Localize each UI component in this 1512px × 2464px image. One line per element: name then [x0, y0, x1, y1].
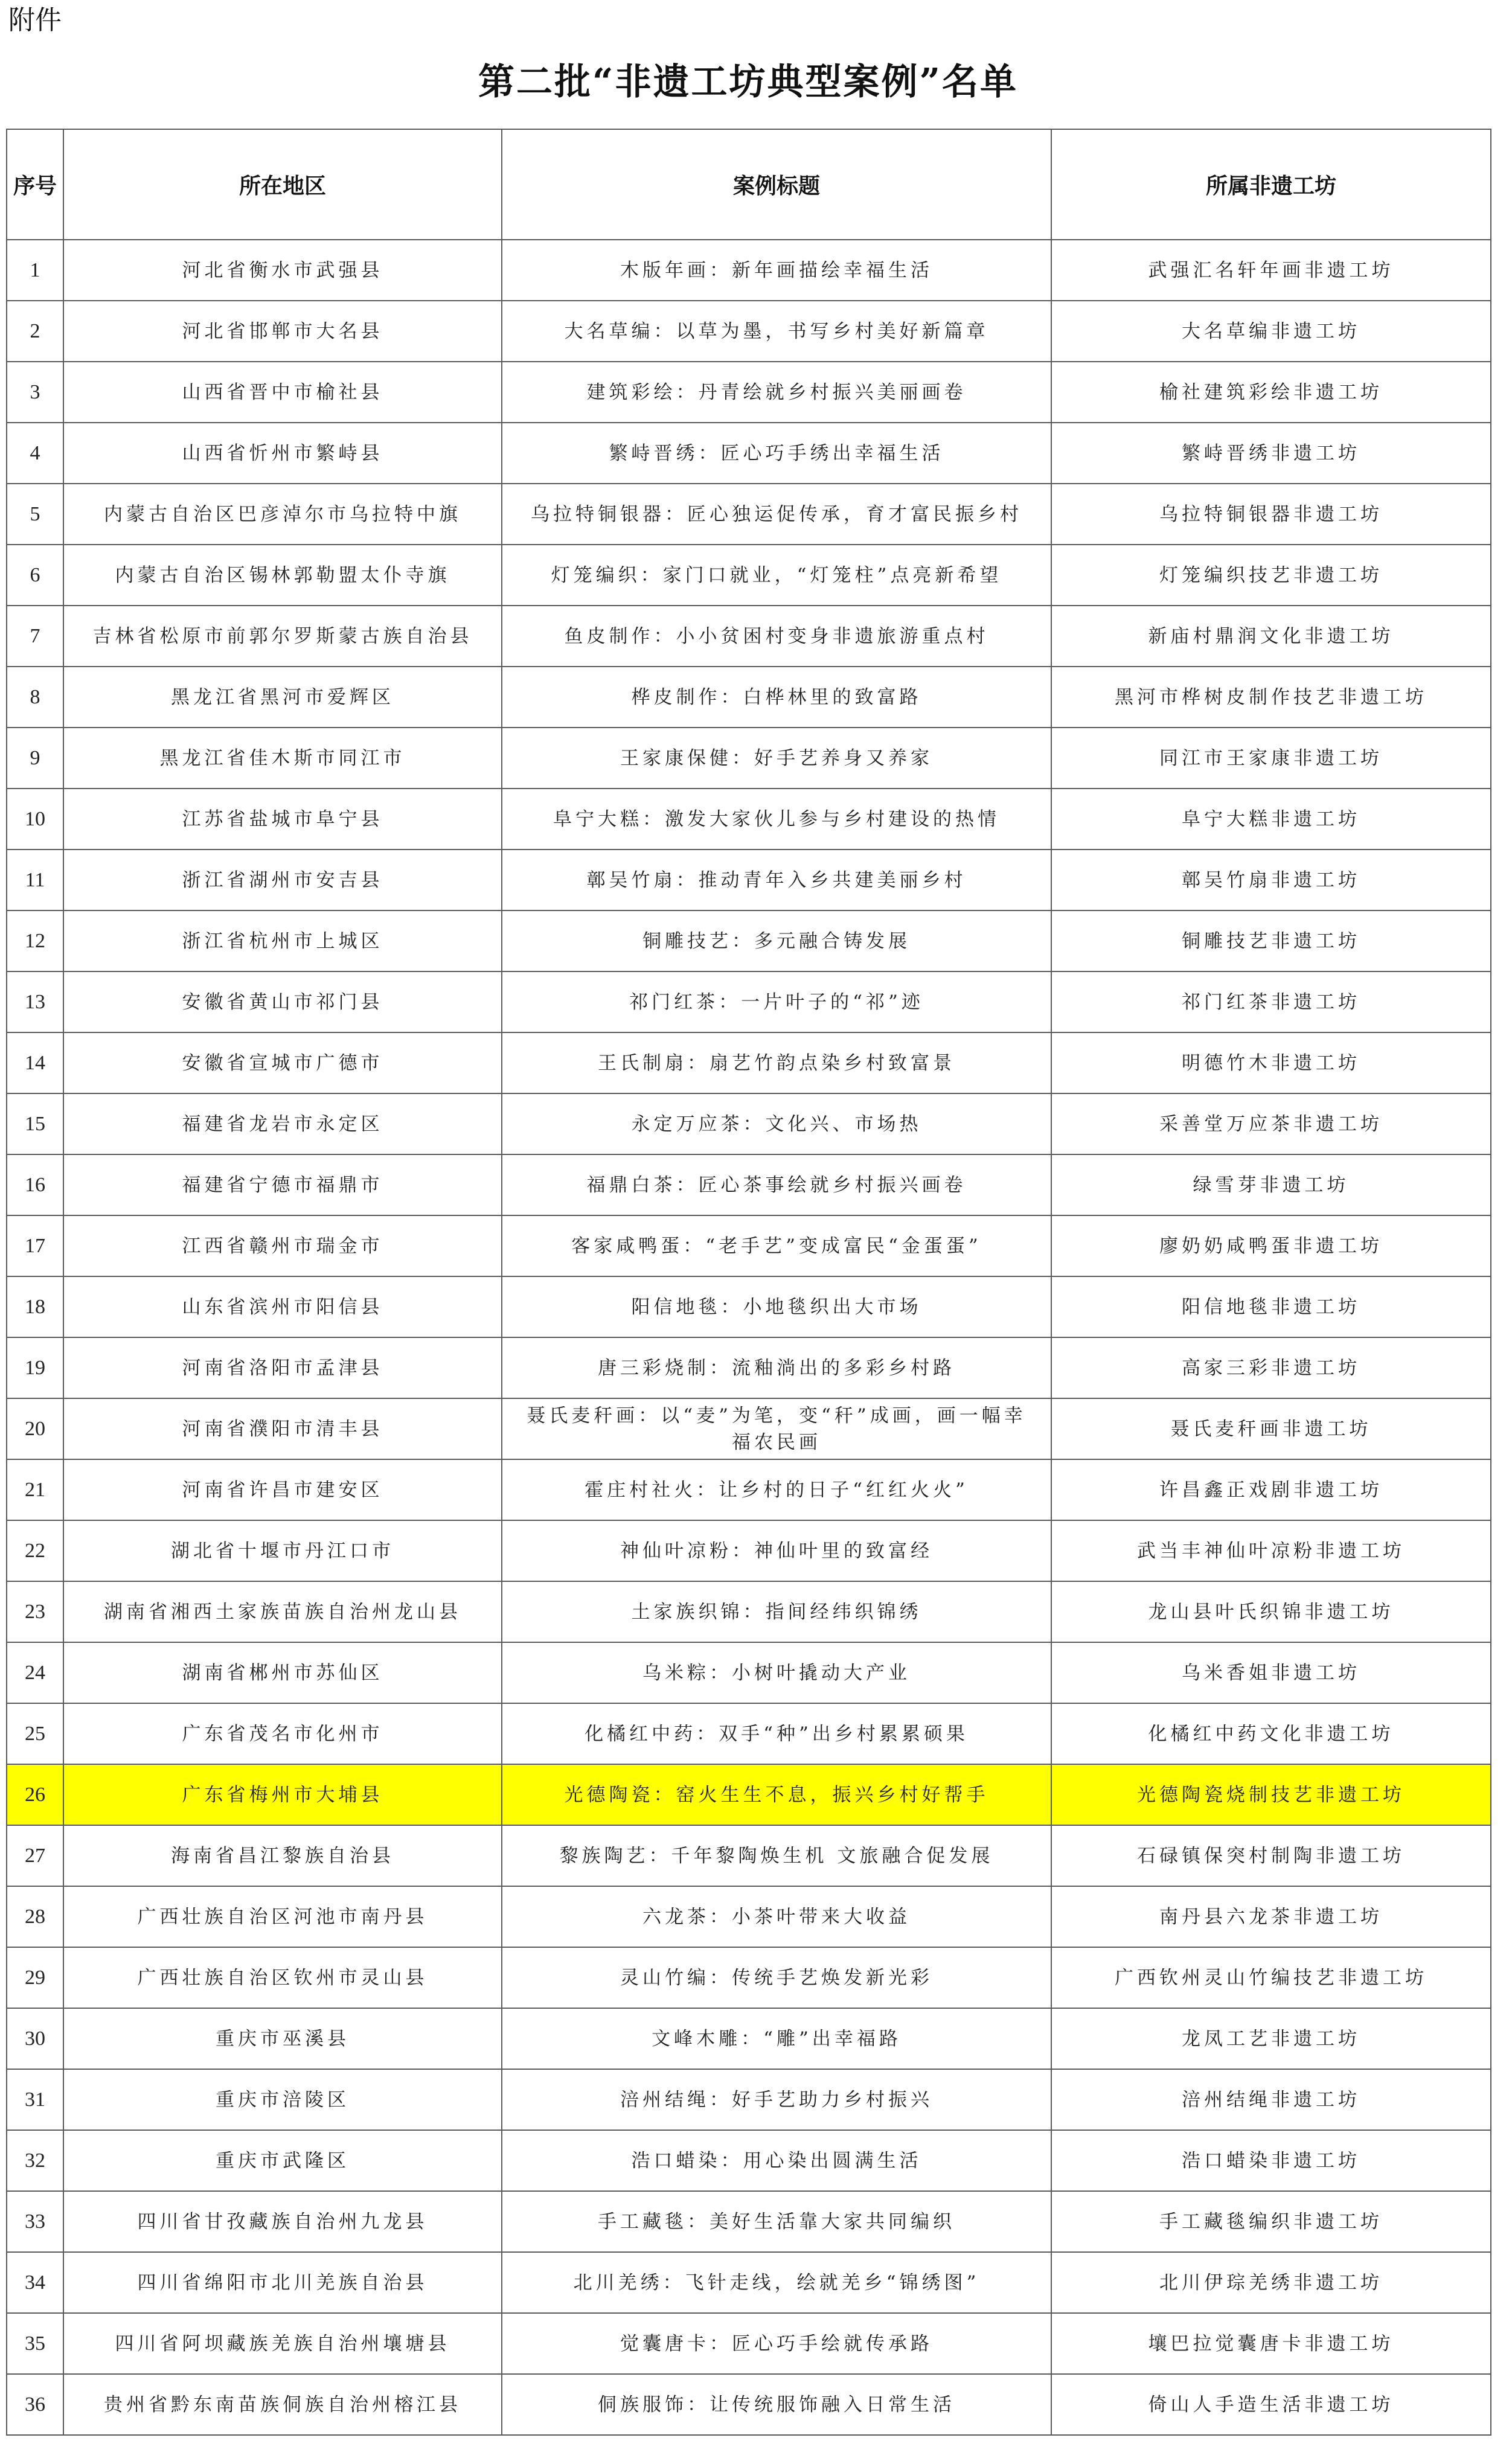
region-cell: 浙江省杭州市上城区	[63, 910, 502, 971]
table-row	[7, 606, 1491, 667]
table-row	[7, 971, 1491, 1032]
workshop-cell: 浩口蜡染非遗工坊	[1051, 2130, 1491, 2191]
attachment-label: 附件	[8, 5, 62, 36]
workshop-cell: 广西钦州灵山竹编技艺非遗工坊	[1051, 1947, 1491, 2008]
region-cell: 内蒙古自治区锡林郭勒盟太仆寺旗	[63, 545, 502, 606]
row-number-cell: 4	[7, 423, 63, 484]
case-title-cell: 大名草编：以草为墨，书写乡村美好新篇章	[502, 301, 1051, 362]
workshop-cell: 乌拉特铜银器非遗工坊	[1051, 484, 1491, 545]
workshop-cell: 采善堂万应茶非遗工坊	[1051, 1093, 1491, 1154]
workshop-cell: 榆社建筑彩绘非遗工坊	[1051, 362, 1491, 423]
region-cell: 山东省滨州市阳信县	[63, 1276, 502, 1337]
row-number-cell: 30	[7, 2008, 63, 2069]
workshop-cell: 阳信地毯非遗工坊	[1051, 1276, 1491, 1337]
workshop-cell: 廖奶奶咸鸭蛋非遗工坊	[1051, 1215, 1491, 1276]
workshop-cell: 龙山县叶氏织锦非遗工坊	[1051, 1581, 1491, 1642]
row-number-cell: 20	[7, 1398, 63, 1459]
row-number-cell: 29	[7, 1947, 63, 2008]
page-title: 第二批“非遗工坊典型案例”名单	[478, 61, 1019, 103]
case-title-cell: 聂氏麦秆画：以“麦”为笔，变“秆”成画，画一幅幸福农民画	[502, 1398, 1051, 1459]
workshop-cell: 大名草编非遗工坊	[1051, 301, 1491, 362]
case-title-cell: 建筑彩绘：丹青绘就乡村振兴美丽画卷	[502, 362, 1051, 423]
table-row	[7, 484, 1491, 545]
header-serial-number: 序号	[7, 129, 63, 240]
table-row	[7, 850, 1491, 910]
case-title-cell: 木版年画：新年画描绘幸福生活	[502, 240, 1051, 301]
header-workshop: 所属非遗工坊	[1051, 129, 1491, 240]
case-title-cell: 六龙茶：小茶叶带来大收益	[502, 1886, 1051, 1947]
workshop-cell: 光德陶瓷烧制技艺非遗工坊	[1051, 1764, 1491, 1825]
region-cell: 四川省甘孜藏族自治州九龙县	[63, 2191, 502, 2252]
table-row	[7, 1581, 1491, 1642]
table-row	[7, 362, 1491, 423]
workshop-cell: 明德竹木非遗工坊	[1051, 1032, 1491, 1093]
region-cell: 黑龙江省佳木斯市同江市	[63, 728, 502, 789]
table-row	[7, 1398, 1491, 1459]
table-row-highlighted	[7, 1764, 1491, 1825]
row-number-cell: 6	[7, 545, 63, 606]
row-number-cell: 8	[7, 667, 63, 728]
row-number-cell: 24	[7, 1642, 63, 1703]
row-number-cell: 14	[7, 1032, 63, 1093]
row-number-cell: 12	[7, 910, 63, 971]
region-cell: 山西省忻州市繁峙县	[63, 423, 502, 484]
workshop-cell: 黑河市桦树皮制作技艺非遗工坊	[1051, 667, 1491, 728]
table-row	[7, 1520, 1491, 1581]
workshop-cell: 北川伊琮羌绣非遗工坊	[1051, 2252, 1491, 2313]
case-title-cell: 涪州结绳：好手艺助力乡村振兴	[502, 2069, 1051, 2130]
workshop-cell: 祁门红茶非遗工坊	[1051, 971, 1491, 1032]
table-row	[7, 423, 1491, 484]
row-number-cell: 13	[7, 971, 63, 1032]
table-row	[7, 728, 1491, 789]
case-title-cell: 黎族陶艺：千年黎陶焕生机 文旅融合促发展	[502, 1825, 1051, 1886]
case-title-cell: 乌米粽：小树叶撬动大产业	[502, 1642, 1051, 1703]
row-number-cell: 9	[7, 728, 63, 789]
workshop-cell: 灯笼编织技艺非遗工坊	[1051, 545, 1491, 606]
region-cell: 安徽省黄山市祁门县	[63, 971, 502, 1032]
row-number-cell: 11	[7, 850, 63, 910]
row-number-cell: 1	[7, 240, 63, 301]
workshop-cell: 阜宁大糕非遗工坊	[1051, 789, 1491, 850]
table-row	[7, 789, 1491, 850]
case-title-cell: 唐三彩烧制：流釉淌出的多彩乡村路	[502, 1337, 1051, 1398]
region-cell: 重庆市涪陵区	[63, 2069, 502, 2130]
region-cell: 河北省衡水市武强县	[63, 240, 502, 301]
case-title-cell: 鄣吴竹扇：推动青年入乡共建美丽乡村	[502, 850, 1051, 910]
region-cell: 福建省宁德市福鼎市	[63, 1154, 502, 1215]
table-header	[7, 129, 1491, 240]
region-cell: 湖南省湘西土家族苗族自治州龙山县	[63, 1581, 502, 1642]
region-cell: 浙江省湖州市安吉县	[63, 850, 502, 910]
row-number-cell: 2	[7, 301, 63, 362]
row-number-cell: 31	[7, 2069, 63, 2130]
case-title-cell: 化橘红中药：双手“种”出乡村累累硕果	[502, 1703, 1051, 1764]
case-title-cell: 阳信地毯：小地毯织出大市场	[502, 1276, 1051, 1337]
case-list-table	[6, 129, 1491, 2436]
table-row	[7, 1459, 1491, 1520]
region-cell: 河南省洛阳市孟津县	[63, 1337, 502, 1398]
region-cell: 重庆市巫溪县	[63, 2008, 502, 2069]
region-cell: 江西省赣州市瑞金市	[63, 1215, 502, 1276]
table-row	[7, 1886, 1491, 1947]
workshop-cell: 高家三彩非遗工坊	[1051, 1337, 1491, 1398]
table-row	[7, 2374, 1491, 2435]
table-row	[7, 1642, 1491, 1703]
table-row	[7, 910, 1491, 971]
table-row	[7, 2191, 1491, 2252]
row-number-cell: 27	[7, 1825, 63, 1886]
workshop-cell: 南丹县六龙茶非遗工坊	[1051, 1886, 1491, 1947]
region-cell: 河北省邯郸市大名县	[63, 301, 502, 362]
row-number-cell: 21	[7, 1459, 63, 1520]
table-row	[7, 1337, 1491, 1398]
case-title-cell: 侗族服饰：让传统服饰融入日常生活	[502, 2374, 1051, 2435]
case-title-cell: 铜雕技艺：多元融合铸发展	[502, 910, 1051, 971]
case-title-cell: 福鼎白茶：匠心茶事绘就乡村振兴画卷	[502, 1154, 1051, 1215]
case-title-cell: 灯笼编织：家门口就业，“灯笼柱”点亮新希望	[502, 545, 1051, 606]
case-title-cell: 浩口蜡染：用心染出圆满生活	[502, 2130, 1051, 2191]
row-number-cell: 25	[7, 1703, 63, 1764]
case-title-cell: 手工藏毯：美好生活靠大家共同编织	[502, 2191, 1051, 2252]
table-row	[7, 1215, 1491, 1276]
table-row	[7, 2069, 1491, 2130]
case-title-cell: 神仙叶凉粉：神仙叶里的致富经	[502, 1520, 1051, 1581]
table-row	[7, 2130, 1491, 2191]
case-title-cell: 阜宁大糕：激发大家伙儿参与乡村建设的热情	[502, 789, 1051, 850]
workshop-cell: 绿雪芽非遗工坊	[1051, 1154, 1491, 1215]
region-cell: 福建省龙岩市永定区	[63, 1093, 502, 1154]
table-row	[7, 1276, 1491, 1337]
region-cell: 山西省晋中市榆社县	[63, 362, 502, 423]
case-title-cell: 祁门红茶：一片叶子的“祁”迹	[502, 971, 1051, 1032]
row-number-cell: 34	[7, 2252, 63, 2313]
header-row	[7, 129, 1491, 240]
table-row	[7, 2313, 1491, 2374]
row-number-cell: 19	[7, 1337, 63, 1398]
workshop-cell: 涪州结绳非遗工坊	[1051, 2069, 1491, 2130]
case-title-cell: 土家族织锦：指间经纬织锦绣	[502, 1581, 1051, 1642]
workshop-cell: 许昌鑫正戏剧非遗工坊	[1051, 1459, 1491, 1520]
case-title-cell: 鱼皮制作：小小贫困村变身非遗旅游重点村	[502, 606, 1051, 667]
region-cell: 广东省茂名市化州市	[63, 1703, 502, 1764]
row-number-cell: 18	[7, 1276, 63, 1337]
row-number-cell: 5	[7, 484, 63, 545]
region-cell: 黑龙江省黑河市爱辉区	[63, 667, 502, 728]
row-number-cell: 26	[7, 1764, 63, 1825]
case-title-cell: 王氏制扇：扇艺竹韵点染乡村致富景	[502, 1032, 1051, 1093]
row-number-cell: 7	[7, 606, 63, 667]
region-cell: 四川省绵阳市北川羌族自治县	[63, 2252, 502, 2313]
region-cell: 广西壮族自治区钦州市灵山县	[63, 1947, 502, 2008]
header-case-title: 案例标题	[502, 129, 1051, 240]
table-row	[7, 1703, 1491, 1764]
case-title-cell: 霍庄村社火：让乡村的日子“红红火火”	[502, 1459, 1051, 1520]
workshop-cell: 乌米香姐非遗工坊	[1051, 1642, 1491, 1703]
case-title-cell: 客家咸鸭蛋：“老手艺”变成富民“金蛋蛋”	[502, 1215, 1051, 1276]
workshop-cell: 同江市王家康非遗工坊	[1051, 728, 1491, 789]
row-number-cell: 16	[7, 1154, 63, 1215]
region-cell: 四川省阿坝藏族羌族自治州壤塘县	[63, 2313, 502, 2374]
region-cell: 江苏省盐城市阜宁县	[63, 789, 502, 850]
table-body	[7, 240, 1491, 2435]
row-number-cell: 22	[7, 1520, 63, 1581]
table-row	[7, 1032, 1491, 1093]
table-row	[7, 1947, 1491, 2008]
table-row	[7, 2008, 1491, 2069]
workshop-cell: 化橘红中药文化非遗工坊	[1051, 1703, 1491, 1764]
row-number-cell: 23	[7, 1581, 63, 1642]
region-cell: 广西壮族自治区河池市南丹县	[63, 1886, 502, 1947]
region-cell: 海南省昌江黎族自治县	[63, 1825, 502, 1886]
row-number-cell: 17	[7, 1215, 63, 1276]
workshop-cell: 铜雕技艺非遗工坊	[1051, 910, 1491, 971]
region-cell: 广东省梅州市大埔县	[63, 1764, 502, 1825]
workshop-cell: 武当丰神仙叶凉粉非遗工坊	[1051, 1520, 1491, 1581]
region-cell: 贵州省黔东南苗族侗族自治州榕江县	[63, 2374, 502, 2435]
region-cell: 重庆市武隆区	[63, 2130, 502, 2191]
case-title-cell: 光德陶瓷：窑火生生不息，振兴乡村好帮手	[502, 1764, 1051, 1825]
workshop-cell: 鄣吴竹扇非遗工坊	[1051, 850, 1491, 910]
row-number-cell: 33	[7, 2191, 63, 2252]
case-title-cell: 灵山竹编：传统手艺焕发新光彩	[502, 1947, 1051, 2008]
table-row	[7, 545, 1491, 606]
workshop-cell: 新庙村鼎润文化非遗工坊	[1051, 606, 1491, 667]
workshop-cell: 龙凤工艺非遗工坊	[1051, 2008, 1491, 2069]
region-cell: 安徽省宣城市广德市	[63, 1032, 502, 1093]
workshop-cell: 武强汇名轩年画非遗工坊	[1051, 240, 1491, 301]
row-number-cell: 10	[7, 789, 63, 850]
table-row	[7, 2252, 1491, 2313]
workshop-cell: 繁峙晋绣非遗工坊	[1051, 423, 1491, 484]
case-title-cell: 繁峙晋绣：匠心巧手绣出幸福生活	[502, 423, 1051, 484]
region-cell: 吉林省松原市前郭尔罗斯蒙古族自治县	[63, 606, 502, 667]
case-title-cell: 文峰木雕：“雕”出幸福路	[502, 2008, 1051, 2069]
case-title-cell: 桦皮制作：白桦林里的致富路	[502, 667, 1051, 728]
region-cell: 湖南省郴州市苏仙区	[63, 1642, 502, 1703]
table-row	[7, 667, 1491, 728]
table-row	[7, 301, 1491, 362]
case-title-cell: 王家康保健：好手艺养身又养家	[502, 728, 1051, 789]
row-number-cell: 3	[7, 362, 63, 423]
workshop-cell: 聂氏麦秆画非遗工坊	[1051, 1398, 1491, 1459]
row-number-cell: 28	[7, 1886, 63, 1947]
row-number-cell: 15	[7, 1093, 63, 1154]
region-cell: 内蒙古自治区巴彦淖尔市乌拉特中旗	[63, 484, 502, 545]
row-number-cell: 36	[7, 2374, 63, 2435]
case-title-cell: 永定万应茶：文化兴、市场热	[502, 1093, 1051, 1154]
case-title-cell: 乌拉特铜银器：匠心独运促传承，育才富民振乡村	[502, 484, 1051, 545]
region-cell: 河南省许昌市建安区	[63, 1459, 502, 1520]
case-title-cell: 觉囊唐卡：匠心巧手绘就传承路	[502, 2313, 1051, 2374]
workshop-cell: 手工藏毯编织非遗工坊	[1051, 2191, 1491, 2252]
workshop-cell: 壤巴拉觉囊唐卡非遗工坊	[1051, 2313, 1491, 2374]
table-row	[7, 1154, 1491, 1215]
table-row	[7, 240, 1491, 301]
table-row	[7, 1825, 1491, 1886]
row-number-cell: 32	[7, 2130, 63, 2191]
case-title-cell: 北川羌绣：飞针走线，绘就羌乡“锦绣图”	[502, 2252, 1051, 2313]
row-number-cell: 35	[7, 2313, 63, 2374]
workshop-cell: 石碌镇保突村制陶非遗工坊	[1051, 1825, 1491, 1886]
region-cell: 湖北省十堰市丹江口市	[63, 1520, 502, 1581]
header-region: 所在地区	[63, 129, 502, 240]
region-cell: 河南省濮阳市清丰县	[63, 1398, 502, 1459]
table-row	[7, 1093, 1491, 1154]
workshop-cell: 倚山人手造生活非遗工坊	[1051, 2374, 1491, 2435]
